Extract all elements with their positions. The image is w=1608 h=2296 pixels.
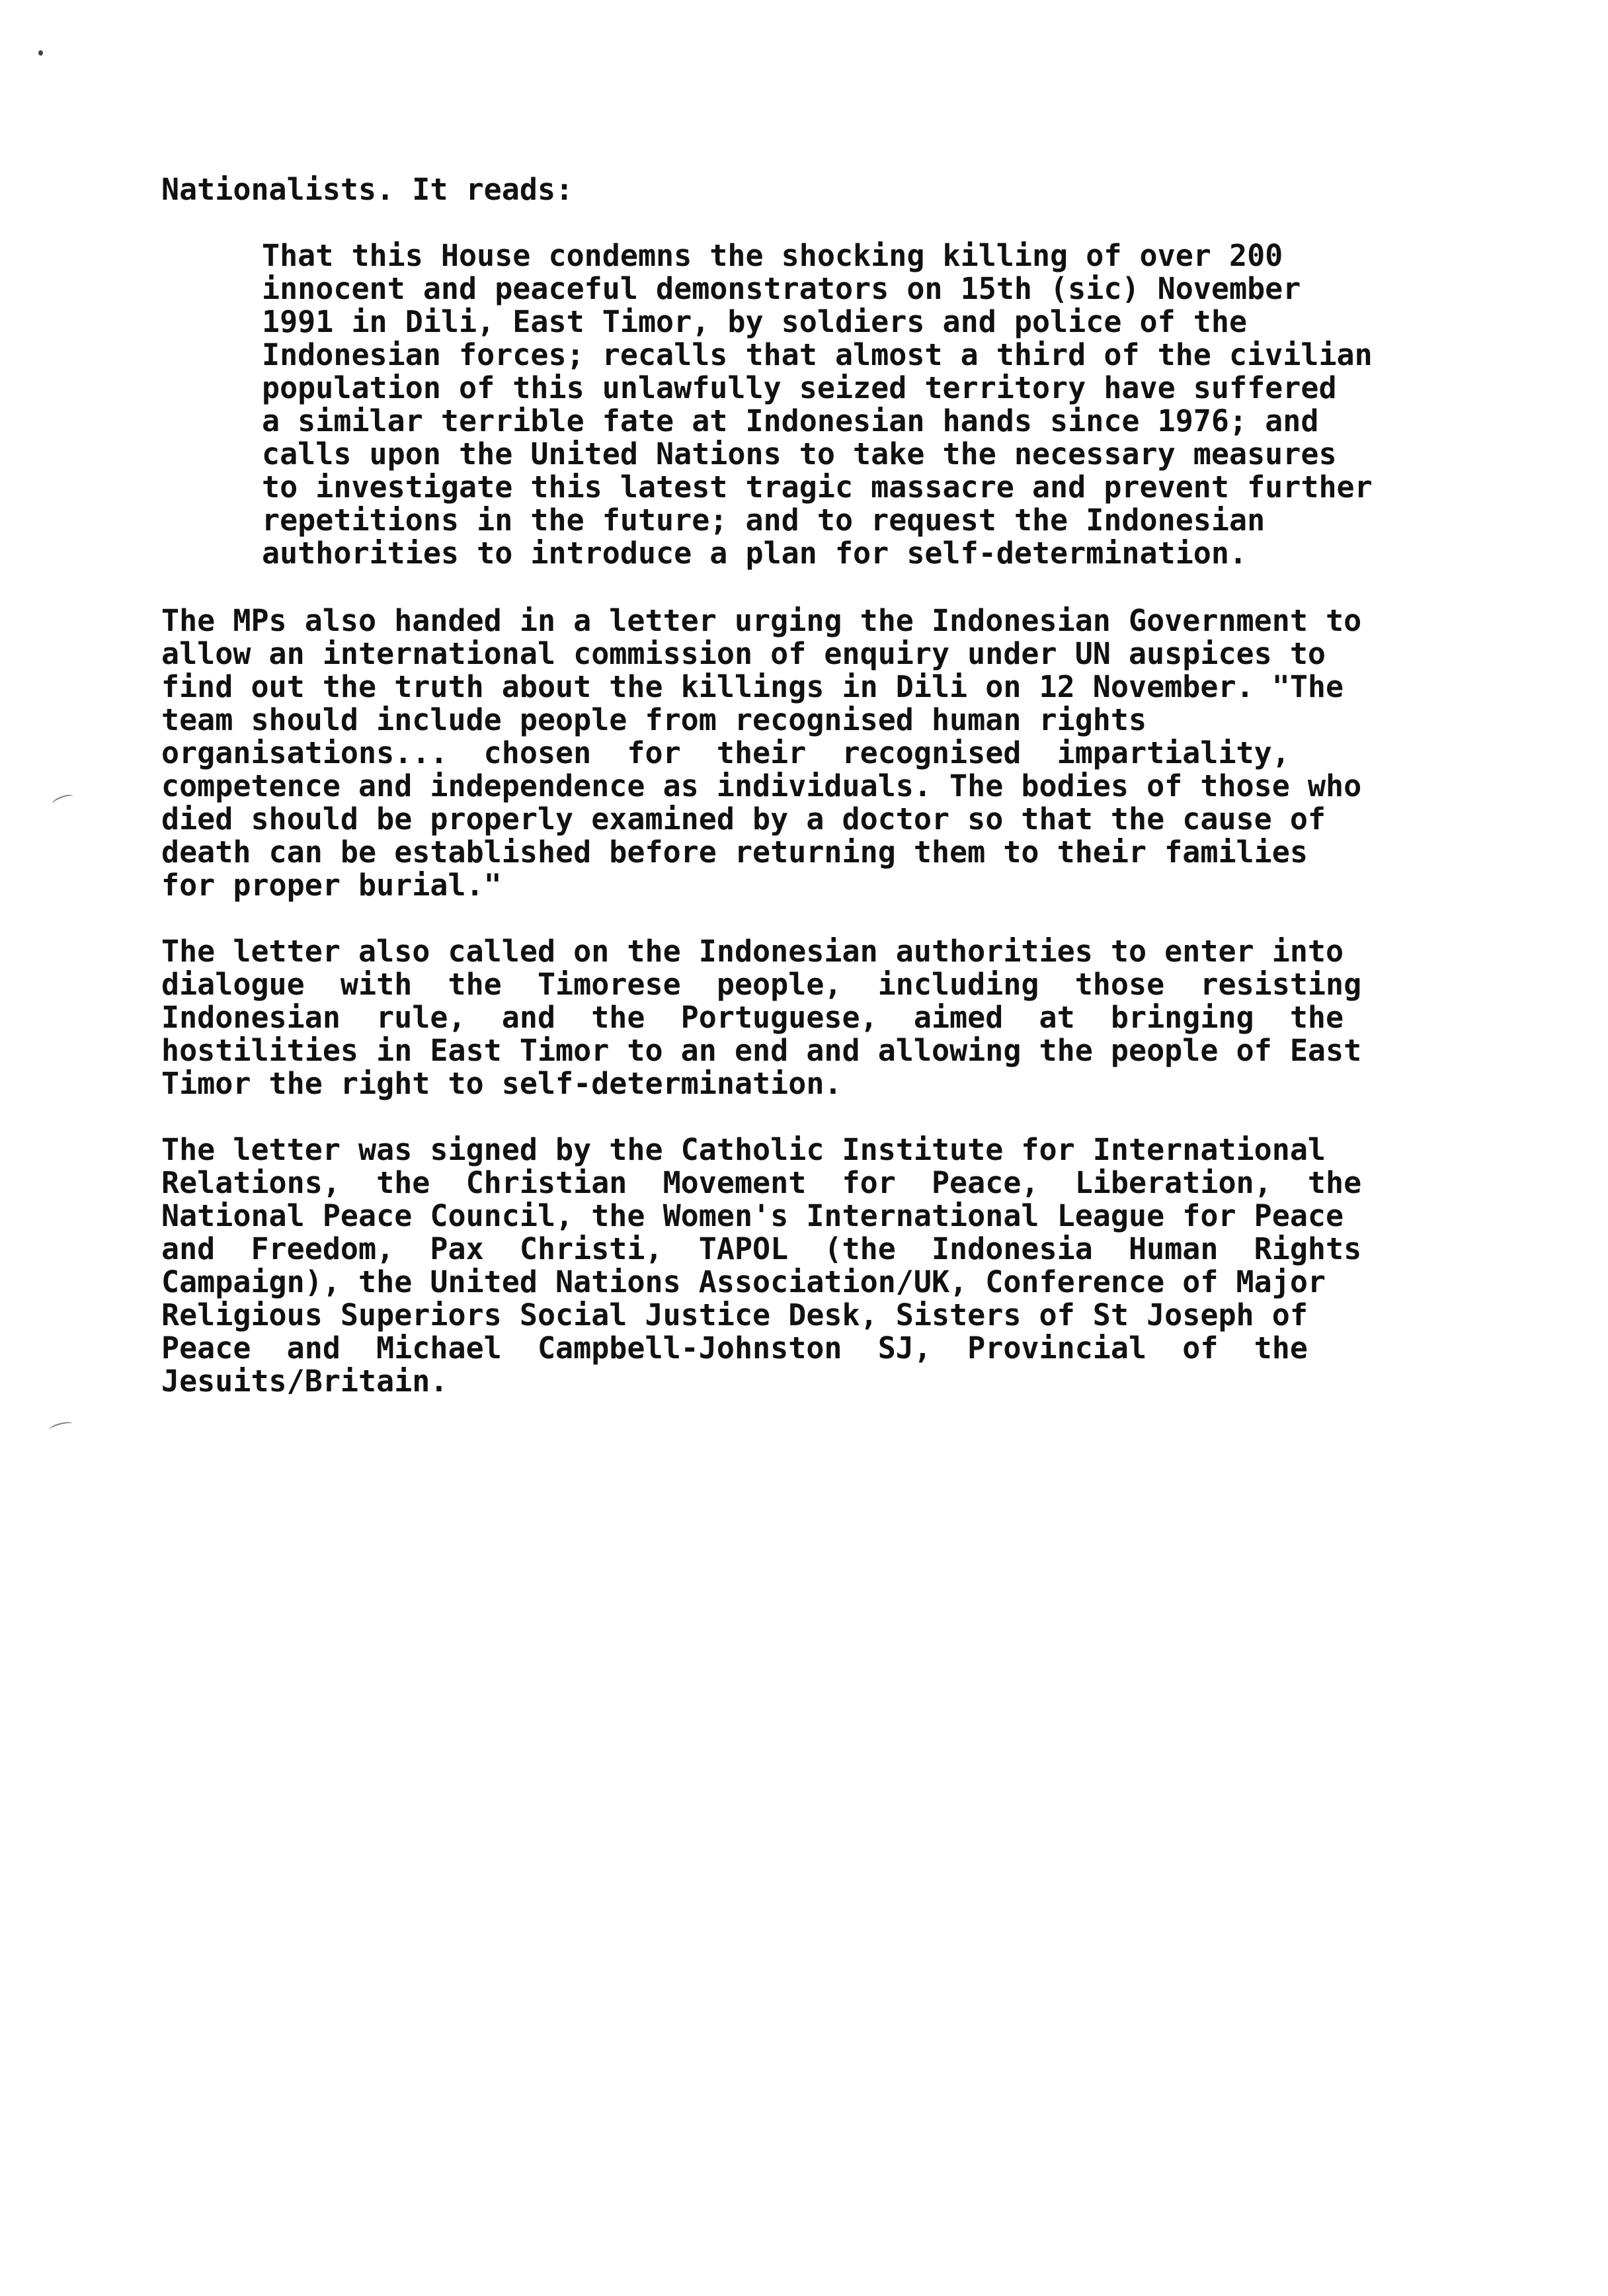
paragraph-line: organisations... chosen for their recognised impartiality,	[161, 735, 1290, 770]
paragraph-mps-letter	[161, 604, 1457, 902]
paragraph-line: Indonesian rule, and the Portuguese, aimed at bringing the	[161, 1000, 1344, 1035]
paragraph-line: Peace and Michael Campbell-Johnston SJ, Provincial of the	[161, 1331, 1308, 1366]
paragraph-line: for proper burial."	[161, 868, 502, 903]
paragraph-line: death can be established before returning them to their families	[161, 835, 1308, 870]
paragraph-line: The letter was signed by the Catholic Institute for International	[161, 1132, 1326, 1167]
paragraph-line: died should be properly examined by a doctor so that the cause of	[161, 801, 1326, 837]
quote-line: authorities to introduce a plan for self-determination.	[262, 536, 1248, 571]
lead-line: Nationalists. It reads:	[161, 172, 574, 207]
paragraph-line: Campaign), the United Nations Association/UK, Conference of Major	[161, 1264, 1326, 1299]
quote-line: 1991 in Dili, East Timor, by soldiers and police of the	[262, 304, 1248, 339]
paragraph-line: Timor the right to self-determination.	[161, 1066, 842, 1101]
quote-line: That this House condemns the shocking killing of over 200	[262, 238, 1283, 273]
paragraph-line: competence and independence as individuals. The bodies of those who	[161, 768, 1362, 803]
paragraph-line: dialogue with the Timorese people, including those resisting	[161, 967, 1362, 1002]
paragraph-line: find out the truth about the killings in Dili on 12 November. "The	[161, 669, 1344, 704]
paragraph-line: Jesuits/Britain.	[161, 1364, 448, 1399]
paragraph-line: Relations, the Christian Movement for Peace, Liberation, the	[161, 1165, 1362, 1200]
paragraph-dialogue	[161, 935, 1457, 1100]
quote-line: calls upon the United Nations to take the necessary measures	[262, 436, 1337, 472]
scan-mark	[51, 793, 75, 808]
paragraph-line: The letter also called on the Indonesian authorities to enter into	[161, 934, 1344, 969]
quote-line: a similar terrible fate at Indonesian hands since 1976; and	[262, 403, 1319, 438]
quote-line: population of this unlawfully seized territory have suffered	[262, 370, 1337, 405]
quote-line: innocent and peaceful demonstrators on 15th (sic) November	[262, 271, 1301, 306]
paragraph-line: team should include people from recognised human rights	[161, 702, 1147, 737]
quote-line: to investigate this latest tragic massacre and prevent further	[262, 470, 1373, 505]
paragraph-line: National Peace Council, the Women's International League for Peace	[161, 1198, 1344, 1233]
paragraph-line: Religious Superiors Social Justice Desk, Sisters of St Joseph of	[161, 1297, 1308, 1332]
quoted-motion	[262, 239, 1457, 570]
quote-line: Indonesian forces; recalls that almost a third of the civilian	[262, 337, 1373, 372]
scan-mark	[48, 1420, 73, 1434]
scan-speck	[38, 50, 43, 56]
paragraph-line: hostilities in East Timor to an end and allowing the people of East	[161, 1033, 1362, 1068]
paragraph-line: The MPs also handed in a letter urging the Indonesian Government to	[161, 603, 1362, 638]
paragraph-signatories	[161, 1133, 1457, 1398]
quote-line: repetitions in the future; and to request the Indonesian	[262, 503, 1266, 538]
paragraph-line: allow an international commission of enquiry under UN auspices to	[161, 636, 1326, 671]
paragraph-line: and Freedom, Pax Christi, TAPOL (the Indonesia Human Rights	[161, 1231, 1362, 1266]
